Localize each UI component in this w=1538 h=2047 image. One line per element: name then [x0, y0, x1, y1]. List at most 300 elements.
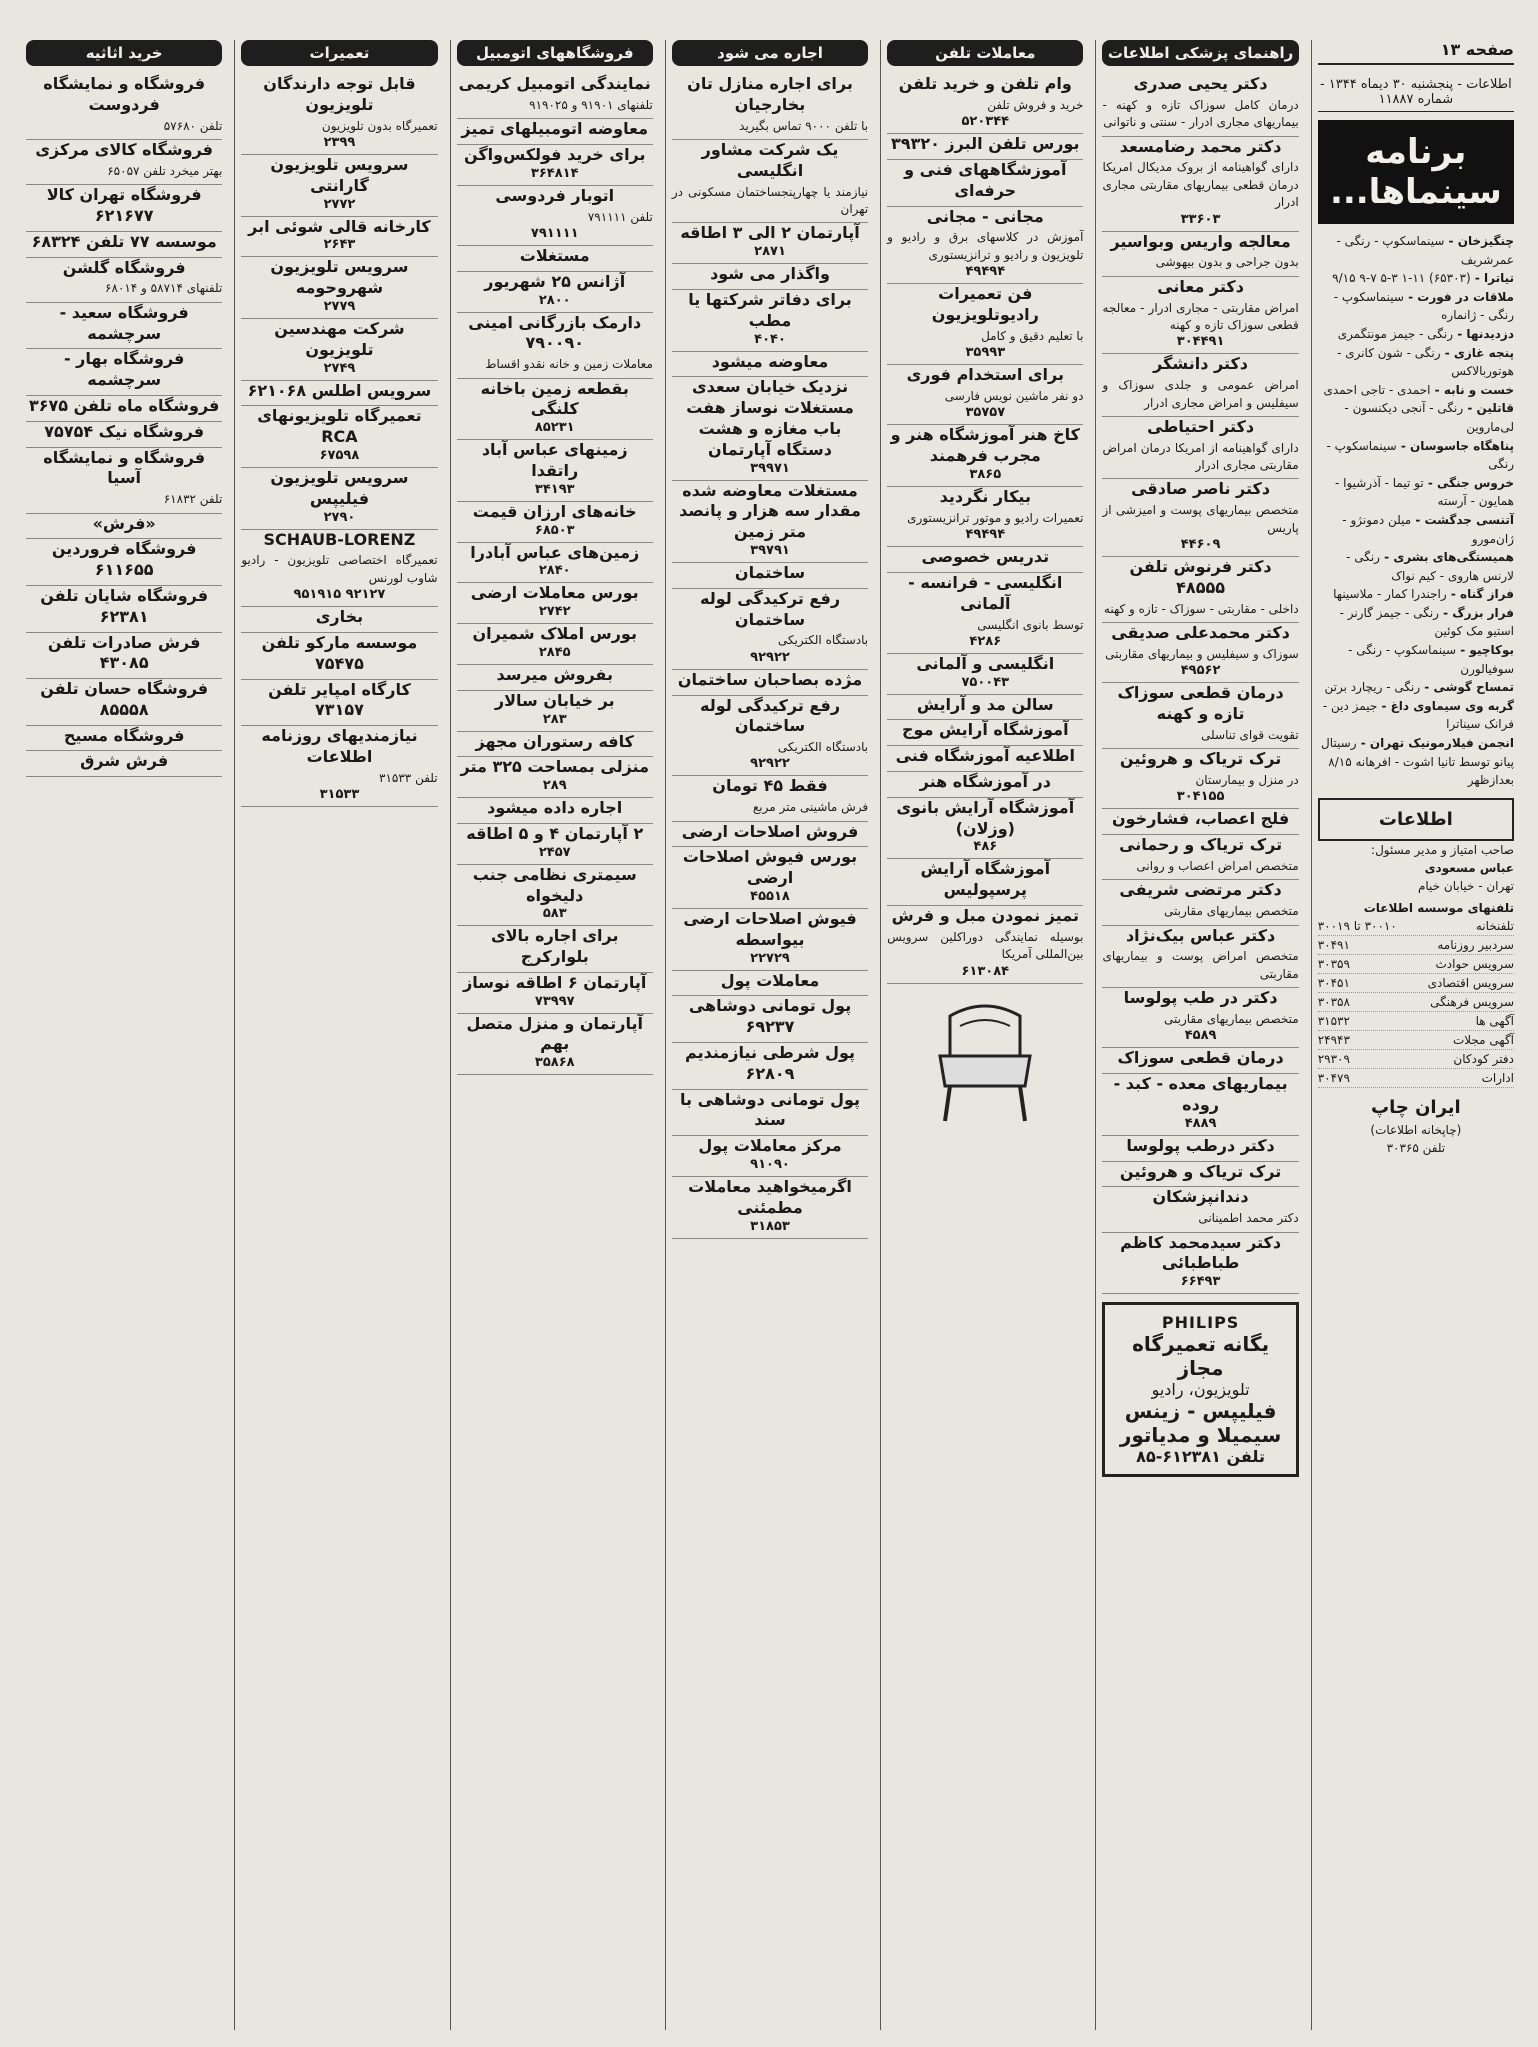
ad-phone: ۷۵۰۰۴۳ — [961, 674, 1010, 690]
ad-body: بدون جراحی و بدون بیهوشی — [1155, 255, 1299, 270]
ad-title: معاوضه اتومبیلهای تمیز — [461, 119, 649, 139]
cinema-film-name: گربه وی سیماوی داغ - — [1377, 698, 1514, 713]
classified-ad — [457, 624, 653, 665]
ad-phone: ۲۷۹۰ — [323, 509, 356, 525]
ad-body: متخصص امراض پوست و بیماریهای مقاربتی — [1102, 949, 1299, 981]
ad-phone: ۳۹۷۹۱ — [750, 542, 790, 558]
cinema-film-info: رنگی - شون کانری - هوتوربالاکس — [1337, 345, 1514, 379]
classified-ad — [241, 406, 437, 468]
ad-title: دندانپزشکان — [1152, 1187, 1249, 1207]
ad-body: تلفن ۳۱۵۳۳ — [379, 770, 438, 785]
ad-title: دکتر مرتضی شریفی — [1119, 880, 1282, 900]
ad-phone: ۴۲۸۶ — [969, 633, 1002, 649]
cinema-entry — [1318, 604, 1514, 641]
classified-ad — [457, 583, 653, 624]
classified-ad — [672, 822, 868, 848]
classified-ad — [457, 246, 653, 272]
ad-body: تعمیرات رادیو و موتور ترانزیستوری — [907, 510, 1084, 525]
ad-title: قابل توجه دارندگان تلویزیون — [263, 74, 416, 114]
classified-ad — [26, 726, 222, 752]
ad-title: سرویس تلویزیون فیلیپس — [270, 467, 409, 508]
ad-phone: ۲۸۷۱ — [754, 244, 786, 260]
cinema-film-name: تمساح گوشی - — [1420, 680, 1514, 695]
classified-ad — [457, 145, 653, 186]
cinema-film-name: فراز گناه - — [1446, 587, 1514, 602]
issue-date: اطلاعات - پنجشنبه ۳۰ دیماه ۱۳۴۴ - شماره ۱۱۸۸۷ — [1318, 73, 1514, 112]
ad-body: معاملات زمین و خانه نقدو اقساط — [485, 357, 653, 372]
ad-title: بورس معاملات ارضی — [470, 583, 639, 603]
staff-address: تهران - خیابان خیام — [1417, 878, 1514, 893]
ad-body: متخصص امراض اعصاب و روانی — [1136, 858, 1299, 873]
classified-ad — [457, 798, 653, 824]
staff-phone-list — [1318, 917, 1514, 1088]
classified-ad — [26, 396, 222, 422]
ad-body: امراض مقاربتی - مجاری ادرار - معالجه قطعی سوزاک تازه و کهنه — [1102, 300, 1299, 332]
ad-title: درمان قطعی سوزاک تازه و کهنه — [1117, 683, 1284, 724]
ad-body: خرید و فروش تلفن — [987, 97, 1084, 112]
ad-title: فروشگاه ماه تلفن ۳۶۷۵ — [28, 395, 220, 415]
ad-title: دکتر دانشگر — [1153, 354, 1248, 374]
ad-title: بقطعه زمین باخانه کلنگی — [480, 378, 629, 419]
cinema-film-name: چنگیزخان - — [1444, 234, 1514, 248]
ad-body: متخصص بیماریهای پوست و امیزشی از پاریس — [1102, 503, 1299, 535]
classified-ad — [26, 140, 222, 185]
rentals-header: اجاره می شود — [672, 40, 868, 66]
classified-ad — [887, 487, 1083, 547]
philips-line2: فیلیپس - زینس — [1124, 1399, 1277, 1424]
cars-header: فروشگاههای اتومبیل — [457, 40, 653, 66]
ad-body: بادستگاه الکتریکی — [777, 633, 869, 648]
ad-title: سرویس اطلس ۶۲۱۰۶۸ — [247, 380, 432, 400]
medical-header: راهنمای پزشکی اطلاعات — [1102, 40, 1298, 66]
ad-title: دکتر فرنوش تلفن ۴۸۵۵۵ — [1129, 557, 1272, 597]
classified-ad — [1102, 809, 1298, 835]
cinema-entry — [1318, 232, 1514, 269]
classified-ad — [1102, 1074, 1298, 1136]
ad-body: آموزش در کلاسهای برق و رادیو و تلویزیون و رادیو و ترانزیستوری — [887, 230, 1084, 262]
classified-ad — [241, 468, 437, 530]
ad-phone: ۲۶۴۳ — [323, 237, 356, 253]
classified-ad — [672, 996, 868, 1043]
ad-title: فقط ۴۵ تومان — [712, 776, 828, 796]
classified-ad — [457, 757, 653, 798]
ad-title: معاملات پول — [720, 970, 820, 990]
column-rentals — [665, 40, 874, 2030]
ad-phone: ۲۷۷۲ — [323, 196, 356, 212]
ad-phone: ۴۹۴۹۴ — [965, 527, 1006, 543]
ad-phone: ۲۷۴۹ — [323, 360, 356, 376]
ad-title: آموزشگاه آرایش پرسپولیس — [920, 859, 1051, 900]
staff-phone-value: ۳۰۴۹۱ — [1317, 937, 1350, 952]
ad-body: دارای گواهینامه از امریکا درمان امراض مقاربتی مجاری ادرار — [1102, 440, 1299, 473]
ad-title: پول تومانی دوشاهی ۶۹۲۳۷ — [688, 996, 852, 1037]
ad-title: فروش اصلاحات ارضی — [681, 821, 859, 841]
ad-title: کارخانه قالی شوئی ابر — [248, 216, 431, 236]
ad-title: SCHAUB-LORENZ — [263, 529, 416, 549]
classified-ad — [672, 377, 868, 480]
ad-body: تلفنهای ۹۱۹۰۱ و ۹۱۹۰۲۵ — [529, 97, 653, 112]
newspaper-page — [20, 40, 1520, 2030]
classified-ad — [241, 726, 437, 807]
ad-title: فروشگاه حسان تلفن ۸۵۵۵۸ — [40, 679, 209, 719]
ad-body: سوزاک و سیفلیس و بیماریهای مقاربتی — [1105, 646, 1299, 661]
ad-title: دکتر سیدمحمد کاظم طباطبائی — [1120, 1232, 1282, 1273]
ad-body: امراض عمومی و جلدی سوزاک و سیفلیس و امراض مجاری ادرار — [1102, 378, 1299, 410]
classified-ad — [457, 973, 653, 1014]
classified-ad — [887, 798, 1083, 860]
ad-phone: ۳۰۴۱۵۵ — [1176, 789, 1225, 805]
classified-ad — [241, 530, 437, 608]
classified-ad — [457, 186, 653, 246]
classified-ad — [887, 906, 1083, 984]
column-medical — [1095, 40, 1304, 2030]
cinema-entry — [1318, 585, 1514, 604]
ad-title: تدریس خصوصی — [921, 547, 1050, 567]
classified-ad — [887, 859, 1083, 906]
cinema-film-name: خروس جنگی - — [1423, 475, 1514, 490]
classified-ad — [1102, 1048, 1298, 1074]
staff-phone-label: آگهی ها — [1475, 1013, 1514, 1028]
classified-ad — [457, 119, 653, 145]
classified-ad — [457, 379, 653, 441]
classified-ad — [1102, 1162, 1298, 1188]
philips-line3: سیمیلا و مدیاتور — [1119, 1423, 1282, 1448]
staff-phone-row — [1318, 1050, 1514, 1069]
classified-ad — [457, 732, 653, 758]
ad-title: نمایندگی اتومبیل کریمی — [458, 74, 651, 93]
cinema-entry — [1318, 269, 1514, 288]
cinema-entry — [1318, 325, 1514, 344]
classified-ad — [672, 481, 868, 563]
staff-phone-label: دفتر کودکان — [1453, 1051, 1514, 1066]
ad-body: تعمیرگاه اختصاصی تلویزیون - رادیو شاوب لورنس — [241, 553, 438, 585]
ad-title: مجانی - مجانی — [926, 206, 1044, 226]
ad-phone: ۴۵۸۹ — [1184, 1028, 1217, 1044]
ad-title: فروشگاه کالای مرکزی — [35, 139, 214, 159]
classified-ad — [241, 607, 437, 633]
staff-phone-row — [1318, 936, 1514, 955]
ad-title: فرش صادرات تلفن ۴۳۰۸۵ — [47, 632, 201, 673]
ad-title: درمان قطعی سوزاک — [1117, 1048, 1284, 1068]
ad-title: دکتر در طب پولوسا — [1123, 988, 1278, 1008]
cinema-entry — [1318, 678, 1514, 697]
ad-phone: ۳۸۶۵ — [969, 466, 1002, 482]
ad-title: دکتر محمد رضامسعد — [1119, 136, 1282, 156]
classified-ad — [887, 160, 1083, 207]
ad-phone: ۳۱۵۳۳ — [319, 787, 360, 803]
ad-title: سالن مد و آرایش — [916, 694, 1054, 714]
classified-ad — [26, 303, 222, 350]
ad-title: پول تومانی دوشاهی با سند — [680, 1089, 860, 1130]
ad-title: بورس فیوش اصلاحات ارضی — [682, 847, 858, 888]
rentals-ads — [672, 74, 868, 1239]
ad-title: فروشگاه و نمایشگاه فردوست — [43, 74, 206, 114]
ad-title: سرویس تلویزیون شهروحومه — [270, 257, 409, 298]
cinema-film-info: راجندرا کمار - ملاسینها — [1333, 587, 1447, 602]
staff-title: صاحب امتیاز و مدیر مسئول: — [1371, 842, 1514, 857]
ad-title: بیکار نگردید — [939, 486, 1031, 506]
ad-title: فروشگاه فروردین ۶۱۱۶۵۵ — [51, 539, 197, 580]
classified-ad — [26, 232, 222, 258]
ad-title: برای استخدام فوری — [906, 365, 1064, 385]
ad-title: دارمک بازرگانی امینی ۷۹۰۰۹۰ — [468, 312, 642, 353]
column-phone-deals — [880, 40, 1089, 2030]
classified-ad — [1102, 880, 1298, 925]
classified-ad — [457, 824, 653, 865]
ad-title: آژانس ۲۵ شهریور — [484, 271, 626, 291]
ad-title: دکتر درطب پولوسا — [1126, 1135, 1275, 1155]
ad-title: تعمیرگاه تلویزیونهای RCA — [257, 406, 422, 447]
classified-ad — [26, 751, 222, 777]
staff-phone-value: ۳۰۴۷۹ — [1317, 1070, 1350, 1085]
ad-title: فروشگاه مسیح — [63, 725, 185, 745]
classified-ad — [1102, 749, 1298, 809]
cinema-entry — [1318, 548, 1514, 585]
classified-ad — [1102, 1136, 1298, 1162]
ad-body: با تعلیم دقیق و کامل — [981, 328, 1084, 343]
classified-ad — [1102, 623, 1298, 683]
column-cinema — [1311, 40, 1520, 2030]
ad-phone: ۴۰۴۰ — [754, 331, 786, 347]
ad-phone: ۹۱۰۹۰ — [750, 1157, 790, 1173]
staff-owner: عباس مسعودی — [1424, 860, 1514, 875]
classified-ad — [672, 352, 868, 378]
classified-ad — [457, 691, 653, 732]
ad-title: دکتر ناصر صادقی — [1131, 479, 1271, 499]
ad-phone: ۲۷۷۹ — [323, 298, 356, 314]
repairs-ads — [241, 74, 437, 807]
classified-ad — [1102, 683, 1298, 749]
ad-title: معاوضه میشود — [711, 351, 829, 371]
classified-ad — [26, 258, 222, 303]
ad-title: پول شرطی نیازمندیم ۶۲۸۰۹ — [685, 1043, 856, 1083]
ad-title: برای دفاتر شرکتها یا مطب — [688, 289, 852, 330]
ad-phone: ۴۹۵۶۲ — [1180, 663, 1221, 679]
classified-ad — [241, 680, 437, 727]
printer-phone: تلفن ۳۰۳۶۵ — [1386, 1140, 1446, 1155]
classified-ad — [672, 563, 868, 589]
ad-phone: ۲۸۴۵ — [538, 644, 571, 660]
ad-title: تمیز نمودن مبل و فرش — [891, 906, 1079, 926]
ad-title: سیمتری نظامی جنب دلیخواه — [472, 864, 637, 905]
ad-body: تلفنهای ۵۸۷۱۴ و ۶۸۰۱۴ — [105, 281, 223, 296]
ad-body: داخلی - مقاربتی - سوزاک - تازه و کهنه — [1103, 601, 1299, 616]
ad-title: ساختمان — [734, 562, 806, 582]
philips-ad — [1102, 1302, 1298, 1477]
cinema-entry — [1318, 381, 1514, 400]
cinema-entry — [1318, 734, 1514, 790]
classified-ad — [672, 140, 868, 223]
classified-ad — [26, 448, 222, 514]
ad-body: با تلفن ۹۰۰۰ تماس بگیرید — [739, 118, 869, 133]
ad-title: کارگاه امپایر تلفن ۷۳۱۵۷ — [268, 679, 411, 720]
ad-title: فروشگاه تهران کالا ۶۲۱۶۷۷ — [46, 185, 202, 225]
ad-title: «فرش» — [92, 513, 156, 533]
cinema-entry — [1318, 288, 1514, 325]
classified-ad — [457, 1014, 653, 1076]
classified-ad — [672, 1090, 868, 1137]
cinema-film-info: (۶۵۳۰۳) ۱۱-۱ ۳-۵ ۷-۹ ۹/۱۵ — [1332, 271, 1471, 286]
cinema-film-name: پنجه غازی - — [1440, 345, 1514, 360]
classified-ad — [672, 847, 868, 909]
staff-phone-value: ۳۰۰۱۰ تا ۳۰۰۱۹ — [1317, 918, 1397, 933]
classified-ad — [26, 185, 222, 232]
cinema-film-name: قاتلین - — [1463, 401, 1514, 416]
ad-title: یک شرکت مشاور انگلیسی — [701, 139, 839, 180]
classified-ad — [887, 284, 1083, 365]
classified-ad — [457, 665, 653, 691]
cinema-entry — [1318, 474, 1514, 511]
classified-ad — [26, 633, 222, 680]
ad-title: سرویس تلویزیون گارانتی — [270, 154, 409, 195]
ad-phone: ۳۶۴۸۱۴ — [530, 165, 579, 181]
classified-ad — [457, 865, 653, 927]
ad-phone: ۳۱۸۵۳ — [750, 1218, 790, 1234]
ad-phone: ۶۷۵۹۸ — [319, 447, 360, 463]
ad-title: برای خرید فولکس‌واگن — [463, 144, 646, 164]
ad-title: آپارتمان ۲ الی ۳ اطاقه — [680, 223, 860, 243]
classified-ad — [457, 272, 653, 313]
ad-phone: ۳۹۹۷۱ — [750, 460, 790, 476]
classified-ad — [457, 543, 653, 584]
classified-ad — [241, 257, 437, 319]
classified-ad — [1102, 926, 1298, 989]
cinema-film-info: سینماسکوپ - رنگی - عمرشریف — [1336, 234, 1514, 267]
cinema-film-info: رنگی - جیمز مونتگمری — [1337, 326, 1454, 341]
ad-body: بوسیله نمایندگی دوراکلین سرویس بین‌المللی آمریکا — [887, 929, 1084, 962]
classified-ad — [457, 440, 653, 502]
furniture-header: خرید اثاثیه — [26, 40, 222, 66]
ad-phone: ۹۲۱۲۷ ۹۵۱۹۱۵ — [293, 587, 386, 603]
ad-phone: ۴۸۸۹ — [1184, 1115, 1217, 1131]
classified-ad — [672, 1177, 868, 1239]
ad-title: دکتر معانی — [1157, 276, 1244, 296]
classified-ad — [887, 720, 1083, 746]
ad-body: دو نفر ماشین نویس فارسی — [944, 388, 1084, 403]
ad-phone: ۲۸۴۰ — [538, 563, 571, 579]
staff-box — [1318, 798, 1514, 1157]
staff-phone-value: ۲۹۳۰۹ — [1317, 1051, 1350, 1066]
classified-ad — [1102, 988, 1298, 1048]
cinema-entry — [1318, 344, 1514, 381]
ad-title: نیازمندیهای روزنامه اطلاعات — [261, 726, 418, 766]
staff-phone-label: ادارات — [1481, 1070, 1514, 1085]
ad-title: کافه رستوران مجهز — [475, 731, 634, 751]
classified-ad — [1102, 232, 1298, 277]
classified-ad — [1102, 277, 1298, 355]
cinema-film-info: سینماسکوپ - رنگی - ژانماره — [1333, 289, 1514, 323]
ad-phone: ۲۸۹ — [542, 778, 567, 794]
ad-title: دکتر عباس بیک‌نژاد — [1125, 925, 1276, 945]
ad-title: آموزشگاههای فنی و حرفه‌ای — [904, 159, 1067, 200]
cinema-film-info: احمدی - تاجی احمدی — [1323, 382, 1431, 397]
classified-ad — [887, 547, 1083, 573]
ad-title: دکتر محمدعلی صدیقی — [1111, 623, 1290, 643]
classified-ad — [241, 74, 437, 155]
philips-brand: PHILIPS — [1161, 1313, 1240, 1333]
cinema-film-name: تیاترا - — [1470, 271, 1514, 286]
ad-title: دکتر احتیاطی — [1147, 416, 1255, 436]
ad-title: نزدیک خیابان سعدی مستغلات نوساز هفت باب مغازه و هشت دستگاه آپارتمان — [686, 377, 854, 459]
ad-title: اطلاعیه آموزشگاه فنی — [895, 746, 1075, 766]
staff-phone-label: آگهی مجلات — [1452, 1032, 1514, 1047]
ad-title: انگلیسی - فرانسه - آلمانی — [908, 572, 1063, 613]
ad-body: توسط بانوی انگلیسی — [977, 617, 1084, 632]
staff-phones-title: تلفنهای موسسه اطلاعات — [1363, 900, 1514, 915]
ad-title: فروشگاه شایان تلفن ۶۲۳۸۱ — [40, 585, 209, 626]
ad-title: آموزشگاه آرایش موج — [902, 720, 1069, 740]
staff-phone-row — [1318, 993, 1514, 1012]
ad-title: خانه‌های ارزان قیمت — [472, 501, 637, 521]
ad-phone: ۸۵۲۳۱ — [534, 420, 575, 436]
ad-title: ترک تریاک و هروئین — [1119, 1161, 1282, 1181]
staff-phone-label: تلفنخانه — [1475, 918, 1514, 933]
ad-phone: ۹۲۹۲۲ — [750, 756, 790, 772]
classified-ad — [26, 74, 222, 140]
ad-title: فروشگاه نیک ۷۵۷۵۴ — [44, 421, 205, 441]
cinema-film-info: میلن دمونژو - ژان‌مورو — [1342, 512, 1514, 546]
column-repairs — [234, 40, 443, 2030]
philips-line1: تلویزیون، رادیو — [1151, 1380, 1250, 1400]
classified-ad — [1102, 479, 1298, 557]
ad-phone: ۲۸۰۰ — [538, 292, 571, 308]
staff-phone-row — [1318, 917, 1514, 936]
cinema-film-name: آتنسی جدگشت - — [1411, 512, 1514, 527]
ad-phone: ۳۴۱۹۳ — [534, 481, 575, 497]
cinema-film-name: همیستگی‌های بشری - — [1379, 550, 1514, 565]
staff-phone-row — [1318, 1012, 1514, 1031]
ad-title: مستغلات معاوضه‌ شده مقدار سه هزار و پانصد متر زمین — [679, 480, 861, 542]
classified-ad — [1102, 835, 1298, 880]
column-cars — [450, 40, 659, 2030]
ad-title: فروشگاه گلشن — [62, 257, 186, 277]
cinema-film-info: رنگی - آنجی دیکنسون - لی‌ماروین — [1344, 401, 1514, 434]
ad-body: تعمیرگاه بدون تلویزیون — [321, 118, 438, 133]
classified-ad — [672, 1136, 868, 1177]
ad-title: بورس تلفن البرز ۳۹۳۲۰ — [891, 134, 1080, 154]
staff-phone-value: ۲۴۹۴۳ — [1317, 1032, 1350, 1047]
classified-ad — [887, 695, 1083, 721]
ad-title: برای اجاره بالای بلوارکرج — [490, 926, 619, 967]
ad-title: فرش شرق — [80, 751, 169, 771]
classified-ad — [672, 589, 868, 670]
staff-phone-row — [1318, 974, 1514, 993]
classified-ad — [1102, 354, 1298, 417]
classified-ad — [241, 319, 437, 381]
classified-ad — [672, 971, 868, 997]
staff-phone-value: ۳۰۴۵۱ — [1317, 975, 1350, 990]
ad-title: آموزشگاه آرایش بانوی (وزلان) — [896, 797, 1075, 838]
philips-phone: تلفن ۶۱۲۳۸۱-۸۵ — [1136, 1447, 1265, 1467]
ad-body: بادستگاه الکتریکی — [777, 740, 869, 755]
ad-body: نیازمند یا چهارپنجساختمان مسکونی در تهران — [671, 184, 869, 216]
ad-title: مژده بصاحبان ساختمان — [677, 669, 863, 689]
staff-phone-label: سردبیر روزنامه — [1437, 937, 1514, 952]
classified-ad — [26, 679, 222, 726]
classified-ad — [26, 586, 222, 633]
furniture-ads — [26, 74, 222, 777]
cinema-film-info: رنگی - ریچارد برتن — [1324, 680, 1421, 695]
ad-title: منزلی بمساحت ۳۲۵ متر — [460, 757, 649, 777]
ad-phone: ۷۳۹۹۷ — [534, 993, 575, 1009]
staff-phone-row — [1318, 955, 1514, 974]
ad-title: واگذار می شود — [710, 264, 830, 284]
ad-body: دکتر محمد اطمینانی — [1198, 1211, 1299, 1226]
cinema-entry — [1318, 437, 1514, 474]
cars-ads — [457, 74, 653, 1075]
ad-title: فن تعمیرات رادیوتلویزیون — [931, 284, 1039, 324]
ad-phone: ۲۳۹۹ — [323, 134, 356, 150]
